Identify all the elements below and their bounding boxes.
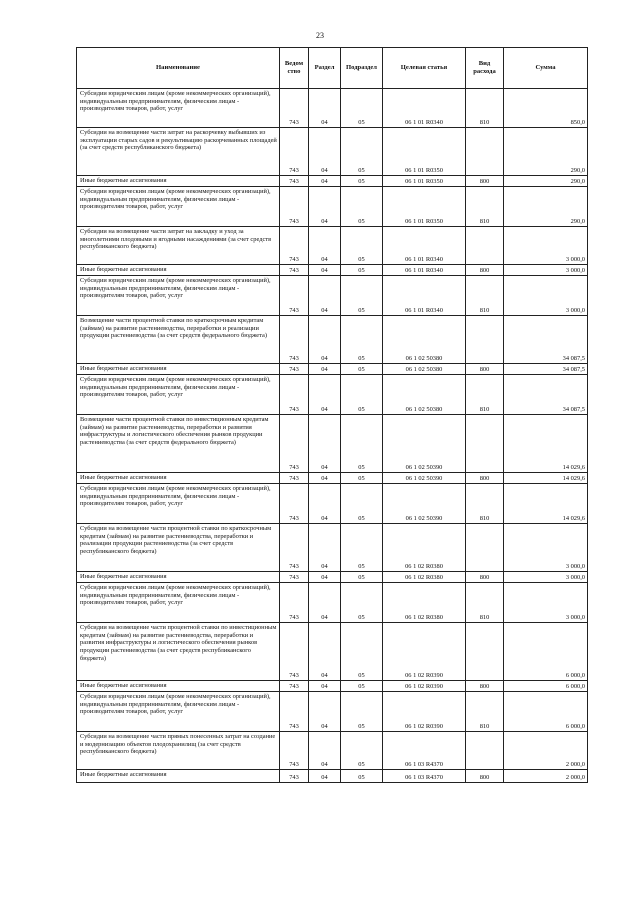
cell-ved: 743 (280, 583, 309, 623)
cell-razdel: 04 (309, 583, 341, 623)
cell-sum: 3 000,0 (504, 524, 588, 572)
cell-razdel: 04 (309, 128, 341, 176)
cell-ved: 743 (280, 176, 309, 187)
cell-ved: 743 (280, 732, 309, 770)
cell-podrazdel: 05 (341, 375, 383, 415)
cell-ved: 743 (280, 692, 309, 732)
cell-ved: 743 (280, 524, 309, 572)
cell-target: 06 1 01 R0340 (383, 276, 466, 316)
cell-podrazdel: 05 (341, 583, 383, 623)
cell-target: 06 1 02 50380 (383, 364, 466, 375)
table-row (77, 583, 588, 623)
cell-target: 06 1 02 R0390 (383, 681, 466, 692)
header-sum: Сумма (504, 48, 588, 89)
cell-podrazdel: 05 (341, 681, 383, 692)
cell-sum: 290,0 (504, 176, 588, 187)
table-row (77, 265, 588, 276)
cell-vid: 810 (466, 89, 504, 128)
cell-ved: 743 (280, 227, 309, 265)
cell-razdel: 04 (309, 187, 341, 227)
table-row (77, 623, 588, 681)
cell-ved: 743 (280, 89, 309, 128)
cell-name: Субсидии юридическим лицам (кроме некоммерческих организаций), индивидуальным предпринимателям, физическим лицам - производителям товаров, работ, услуг (77, 187, 280, 227)
table-header-row (77, 48, 588, 89)
cell-vid (466, 415, 504, 473)
cell-target: 06 1 02 R0390 (383, 623, 466, 681)
cell-razdel: 04 (309, 227, 341, 265)
cell-podrazdel: 05 (341, 692, 383, 732)
cell-target: 06 1 01 R0350 (383, 187, 466, 227)
table-row (77, 692, 588, 732)
table-row (77, 681, 588, 692)
cell-podrazdel: 05 (341, 415, 383, 473)
cell-razdel: 04 (309, 623, 341, 681)
cell-vid: 810 (466, 276, 504, 316)
cell-name: Субсидии юридическим лицам (кроме некоммерческих организаций), индивидуальным предпринимателям, физическим лицам - производителям товаров, работ, услуг (77, 484, 280, 524)
cell-podrazdel: 05 (341, 364, 383, 375)
header-podrazdel: Подраздел (341, 48, 383, 89)
cell-razdel: 04 (309, 276, 341, 316)
cell-target: 06 1 01 R0350 (383, 176, 466, 187)
cell-target: 06 1 03 R4370 (383, 732, 466, 770)
cell-target: 06 1 02 50380 (383, 375, 466, 415)
cell-target: 06 1 01 R0340 (383, 227, 466, 265)
table-row (77, 128, 588, 176)
table-row (77, 375, 588, 415)
cell-name: Иные бюджетные ассигнования (77, 473, 280, 484)
cell-razdel: 04 (309, 484, 341, 524)
cell-target: 06 1 02 R0380 (383, 572, 466, 583)
cell-vid: 800 (466, 681, 504, 692)
cell-vid (466, 227, 504, 265)
cell-target: 06 1 01 R0340 (383, 89, 466, 128)
header-target: Целевая статья (383, 48, 466, 89)
cell-name: Субсидии на возмещение части процентной ставки по инвестиционным кредитам (займам) на развитие растениеводства, переработки и развития инфраструктуры и логистического обеспечения рынков продукции растениеводства (за счет средств республиканского бюджета) (77, 623, 280, 681)
table-row (77, 364, 588, 375)
cell-podrazdel: 05 (341, 227, 383, 265)
cell-podrazdel: 05 (341, 187, 383, 227)
header-name: Наименование (77, 48, 280, 89)
cell-target: 06 1 02 R0380 (383, 583, 466, 623)
cell-sum: 6 000,0 (504, 623, 588, 681)
cell-target: 06 1 02 50380 (383, 316, 466, 364)
budget-table (76, 47, 588, 783)
cell-sum: 34 087,5 (504, 316, 588, 364)
cell-razdel: 04 (309, 364, 341, 375)
cell-target: 06 1 02 50390 (383, 484, 466, 524)
cell-vid: 810 (466, 375, 504, 415)
cell-vid (466, 732, 504, 770)
cell-name: Иные бюджетные ассигнования (77, 176, 280, 187)
cell-name: Иные бюджетные ассигнования (77, 572, 280, 583)
cell-sum: 3 000,0 (504, 583, 588, 623)
cell-vid: 800 (466, 364, 504, 375)
cell-podrazdel: 05 (341, 89, 383, 128)
table-row (77, 316, 588, 364)
cell-razdel: 04 (309, 415, 341, 473)
cell-ved: 743 (280, 276, 309, 316)
cell-podrazdel: 05 (341, 176, 383, 187)
cell-ved: 743 (280, 473, 309, 484)
cell-razdel: 04 (309, 316, 341, 364)
cell-name: Субсидии на возмещение части затрат на закладку и уход за многолетними плодовыми и ягодными насаждениями (за счет средств республиканского бюджета) (77, 227, 280, 265)
cell-sum: 6 000,0 (504, 692, 588, 732)
cell-ved: 743 (280, 623, 309, 681)
cell-sum: 3 000,0 (504, 572, 588, 583)
cell-razdel: 04 (309, 524, 341, 572)
cell-target: 06 1 02 R0390 (383, 692, 466, 732)
page-number: 23 (316, 31, 324, 40)
cell-podrazdel: 05 (341, 473, 383, 484)
cell-vid: 810 (466, 484, 504, 524)
table-row (77, 227, 588, 265)
cell-sum: 290,0 (504, 187, 588, 227)
cell-podrazdel: 05 (341, 484, 383, 524)
cell-name: Иные бюджетные ассигнования (77, 364, 280, 375)
cell-vid: 800 (466, 473, 504, 484)
table-row (77, 415, 588, 473)
cell-razdel: 04 (309, 265, 341, 276)
cell-razdel: 04 (309, 473, 341, 484)
table-row (77, 572, 588, 583)
table-row (77, 176, 588, 187)
header-razdel: Раздел (309, 48, 341, 89)
table-row (77, 187, 588, 227)
cell-sum: 14 029,6 (504, 473, 588, 484)
cell-vid (466, 128, 504, 176)
cell-ved: 743 (280, 265, 309, 276)
table-body (77, 89, 588, 783)
cell-name: Субсидии юридическим лицам (кроме некоммерческих организаций), индивидуальным предпринимателям, физическим лицам - производителям товаров, работ, услуг (77, 375, 280, 415)
table-row (77, 276, 588, 316)
cell-podrazdel: 05 (341, 265, 383, 276)
cell-podrazdel: 05 (341, 524, 383, 572)
table-row (77, 770, 588, 783)
table-row (77, 732, 588, 770)
cell-name: Субсидии юридическим лицам (кроме некоммерческих организаций), индивидуальным предпринимателям, физическим лицам - производителям товаров, работ, услуг (77, 583, 280, 623)
cell-ved: 743 (280, 316, 309, 364)
cell-target: 06 1 01 R0350 (383, 128, 466, 176)
cell-ved: 743 (280, 572, 309, 583)
cell-vid: 800 (466, 770, 504, 783)
cell-name: Субсидии на возмещение части прямых понесенных затрат на создание и модернизацию объектов плодохранилищ (за счет средств республиканского бюджета) (77, 732, 280, 770)
cell-sum: 3 000,0 (504, 276, 588, 316)
cell-sum: 3 000,0 (504, 227, 588, 265)
cell-name: Субсидии на возмещение части затрат на раскорчевку выбывших из эксплуатации старых садов и рекультивацию раскорчеванных площадей (за счет средств республиканского бюджета) (77, 128, 280, 176)
cell-sum: 2 000,0 (504, 732, 588, 770)
cell-target: 06 1 02 50390 (383, 415, 466, 473)
cell-sum: 34 087,5 (504, 364, 588, 375)
cell-sum: 290,0 (504, 128, 588, 176)
table-row (77, 89, 588, 128)
cell-sum: 850,0 (504, 89, 588, 128)
cell-name: Субсидии юридическим лицам (кроме некоммерческих организаций), индивидуальным предпринимателям, физическим лицам - производителям товаров, работ, услуг (77, 276, 280, 316)
cell-razdel: 04 (309, 375, 341, 415)
cell-target: 06 1 02 50390 (383, 473, 466, 484)
cell-sum: 2 000,0 (504, 770, 588, 783)
cell-vid: 800 (466, 265, 504, 276)
cell-name: Субсидии юридическим лицам (кроме некоммерческих организаций), индивидуальным предпринимателям, физическим лицам - производителям товаров, работ, услуг (77, 692, 280, 732)
cell-target: 06 1 01 R0340 (383, 265, 466, 276)
cell-ved: 743 (280, 375, 309, 415)
cell-vid (466, 623, 504, 681)
cell-ved: 743 (280, 681, 309, 692)
header-ved: Ведом ство (280, 48, 309, 89)
cell-ved: 743 (280, 364, 309, 375)
cell-name: Иные бюджетные ассигнования (77, 681, 280, 692)
cell-vid: 810 (466, 187, 504, 227)
cell-razdel: 04 (309, 572, 341, 583)
cell-ved: 743 (280, 128, 309, 176)
cell-sum: 14 029,6 (504, 484, 588, 524)
cell-sum: 34 087,5 (504, 375, 588, 415)
header-vid: Вид расхода (466, 48, 504, 89)
cell-vid: 810 (466, 692, 504, 732)
cell-vid: 800 (466, 572, 504, 583)
cell-name: Субсидии на возмещение части процентной ставки по краткосрочным кредитам (займам) на развитие растениеводства, переработки и реализации продукции растениеводства (за счет средств республиканского бюджета) (77, 524, 280, 572)
cell-podrazdel: 05 (341, 623, 383, 681)
cell-podrazdel: 05 (341, 276, 383, 316)
cell-razdel: 04 (309, 89, 341, 128)
cell-razdel: 04 (309, 732, 341, 770)
cell-target: 06 1 03 R4370 (383, 770, 466, 783)
cell-sum: 3 000,0 (504, 265, 588, 276)
cell-podrazdel: 05 (341, 128, 383, 176)
cell-vid: 810 (466, 583, 504, 623)
cell-razdel: 04 (309, 681, 341, 692)
cell-name: Субсидии юридическим лицам (кроме некоммерческих организаций), индивидуальным предпринимателям, физическим лицам - производителям товаров, работ, услуг (77, 89, 280, 128)
table-row (77, 524, 588, 572)
table-row (77, 473, 588, 484)
cell-razdel: 04 (309, 176, 341, 187)
cell-vid (466, 316, 504, 364)
cell-vid (466, 524, 504, 572)
cell-name: Иные бюджетные ассигнования (77, 265, 280, 276)
cell-name: Иные бюджетные ассигнования (77, 770, 280, 783)
cell-name: Возмещение части процентной ставки по инвестиционным кредитам (займам) на развитие растениеводства, переработки и развития инфраструктуры и логистического обеспечения рынков продукции растениеводства (за счет средств федерального бюджета) (77, 415, 280, 473)
table-row (77, 484, 588, 524)
cell-sum: 6 000,0 (504, 681, 588, 692)
cell-ved: 743 (280, 415, 309, 473)
cell-razdel: 04 (309, 692, 341, 732)
cell-name: Возмещение части процентной ставки по краткосрочным кредитам (займам) на развитие растениеводства, переработки и реализации продукции растениеводства (за счет средств федерального бюджета) (77, 316, 280, 364)
cell-ved: 743 (280, 770, 309, 783)
cell-podrazdel: 05 (341, 732, 383, 770)
cell-podrazdel: 05 (341, 316, 383, 364)
cell-vid: 800 (466, 176, 504, 187)
cell-target: 06 1 02 R0380 (383, 524, 466, 572)
cell-ved: 743 (280, 484, 309, 524)
cell-razdel: 04 (309, 770, 341, 783)
cell-ved: 743 (280, 187, 309, 227)
cell-podrazdel: 05 (341, 572, 383, 583)
cell-podrazdel: 05 (341, 770, 383, 783)
cell-sum: 14 029,6 (504, 415, 588, 473)
